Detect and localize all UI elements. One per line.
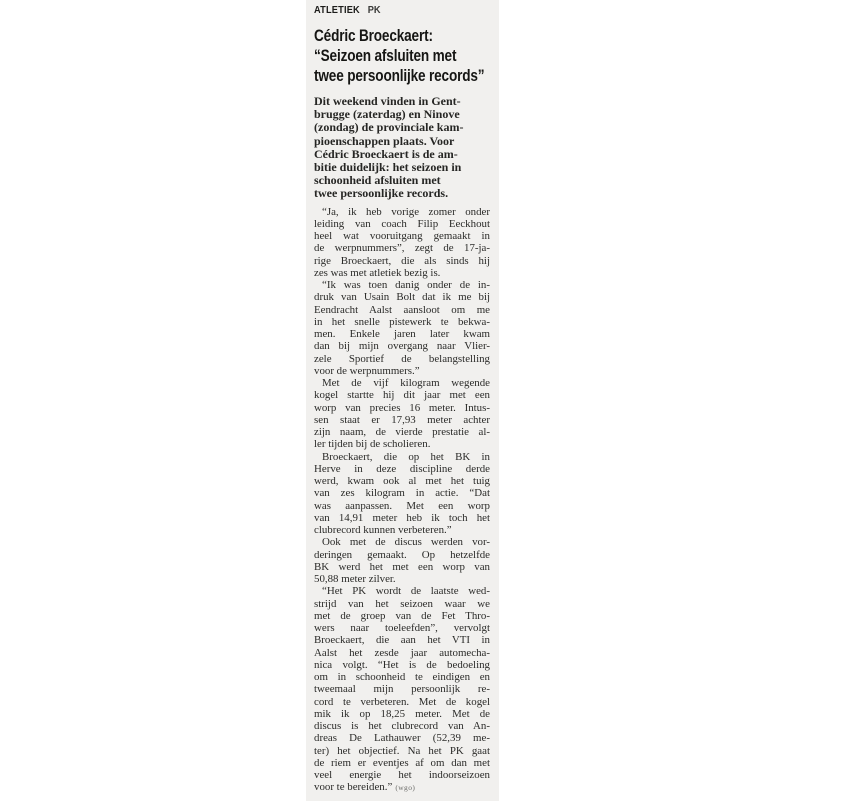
body-line: Aalst het zesde jaar automecha- [314, 646, 490, 659]
kicker-edition-label: PK [367, 4, 381, 16]
body-line: rige Broeckaert, die als sinds hij [314, 254, 490, 267]
article-body [314, 206, 490, 795]
body-line: “Ik was toen danig onder de in- [322, 279, 490, 292]
kicker [314, 4, 469, 16]
body-line: worp van precies 16 meter. Intus- [314, 401, 490, 414]
body-line: de riem er eventjes af om dan met [314, 756, 490, 769]
body-line: deringen gemaakt. Op hetzelfde [314, 548, 490, 561]
body-line: zes was met atletiek bezig is. [314, 266, 441, 279]
body-line: tweemaal mijn persoonlijk re- [314, 683, 490, 696]
lead-line: (zondag) de provinciale kam- [314, 120, 464, 135]
body-line: Ook met de discus werden vor- [322, 536, 490, 549]
body-line: van 14,91 meter heb ik toch het [314, 511, 490, 524]
body-line: druk van Usain Bolt dat ik me bij [314, 291, 490, 304]
body-line: in het snelle pistewerk te bekwa- [314, 315, 490, 328]
body-line: de werpnummers”, zegt de 17-ja- [314, 242, 490, 255]
body-line: dreas De Lathauwer (52,39 me- [314, 732, 490, 745]
body-line: zijn naam, de vierde prestatie al- [314, 426, 490, 439]
body-line: nica volgt. “Het is de bedoeling [314, 658, 490, 671]
body-line: 50,88 meter zilver. [314, 573, 396, 586]
body-line: dan bij mijn overgang naar Vlier- [314, 340, 490, 353]
body-line: voor de werpnummers.” [314, 364, 420, 377]
lead-line: schoonheid afsluiten met [314, 173, 441, 188]
body-line: zele Sportief de belangstelling [314, 352, 490, 365]
headline-line: “Seizoen afsluiten met [314, 46, 457, 65]
lead-line: pioenschappen plaats. Voor [314, 133, 455, 148]
article-headline [314, 26, 490, 86]
body-line: wers naar toeleefden”, vervolgt [314, 622, 490, 635]
body-line: BK werd het met een worp van [314, 560, 490, 573]
lead-line: twee persoonlijke records. [314, 186, 449, 201]
body-line: ter) het objectief. Na het PK gaat [314, 744, 490, 757]
body-line: ler tijden bij de scholieren. [314, 438, 431, 451]
body-paragraph [314, 206, 490, 280]
body-line: sen staat er 17,93 meter achter [314, 413, 490, 426]
body-line: “Het PK wordt de laatste wed- [322, 585, 490, 598]
body-line: om in schoonheid te eindigen en [314, 671, 490, 684]
body-line: discus is het clubrecord van An- [314, 720, 490, 733]
lead-line: Dit weekend vinden in Gent- [314, 94, 461, 108]
body-paragraph [314, 377, 490, 451]
lead-line: bitie duidelijk: het seizoen in [314, 160, 462, 175]
body-line: men. Enkele jaren later kwam [314, 328, 490, 341]
body-line: Broeckaert, die aan het VTI in [314, 634, 490, 647]
body-line: van zes kilogram in actie. “Dat [314, 487, 490, 500]
body-line: veel energie het indoorseizoen [314, 769, 490, 782]
lead-line: Cédric Broeckaert is de am- [314, 146, 458, 161]
body-line: Eendracht Aalst aansloot om me [314, 303, 490, 316]
body-line: leiding van coach Filip Eeckhout [314, 217, 490, 230]
kicker-section-label: ATLETIEK [314, 4, 360, 16]
body-line: mik ik op 18,25 meter. Met de [314, 707, 490, 720]
body-paragraph [314, 536, 490, 585]
body-paragraph [314, 585, 490, 794]
body-line: strijd van het seizoen waar we [314, 597, 490, 610]
body-line: “Ja, ik heb vorige zomer onder [322, 205, 490, 218]
body-paragraph [314, 451, 490, 537]
body-line: Herve in deze discipline derde [314, 462, 490, 475]
body-line: met de groep van de Fet Thro- [314, 609, 490, 622]
article-column [306, 0, 499, 801]
body-line: was aanpassen. Met een worp [314, 499, 490, 512]
headline-line: twee persoonlijke records” [314, 66, 485, 85]
body-line: Met de vijf kilogram wegende [322, 377, 490, 390]
body-line: kogel startte hij dit jaar met een [314, 389, 490, 402]
body-line: werd, kwam ook al met het tuig [314, 475, 490, 488]
body-line: Broeckaert, die op het BK in [322, 450, 490, 463]
body-line: cord te verbeteren. Met de kogel [314, 695, 490, 708]
lead-line: brugge (zaterdag) en Ninove [314, 107, 460, 122]
lead-paragraph [314, 95, 490, 201]
author-initials: (wgo) [395, 783, 416, 793]
headline-line: Cédric Broeckaert: [314, 26, 433, 45]
body-line: heel wat vooruitgang gemaakt in [314, 230, 490, 243]
body-line: clubrecord kunnen verbeteren.” [314, 524, 452, 537]
body-paragraph [314, 279, 490, 377]
body-line: voor te bereiden.” (wgo) [314, 781, 416, 794]
